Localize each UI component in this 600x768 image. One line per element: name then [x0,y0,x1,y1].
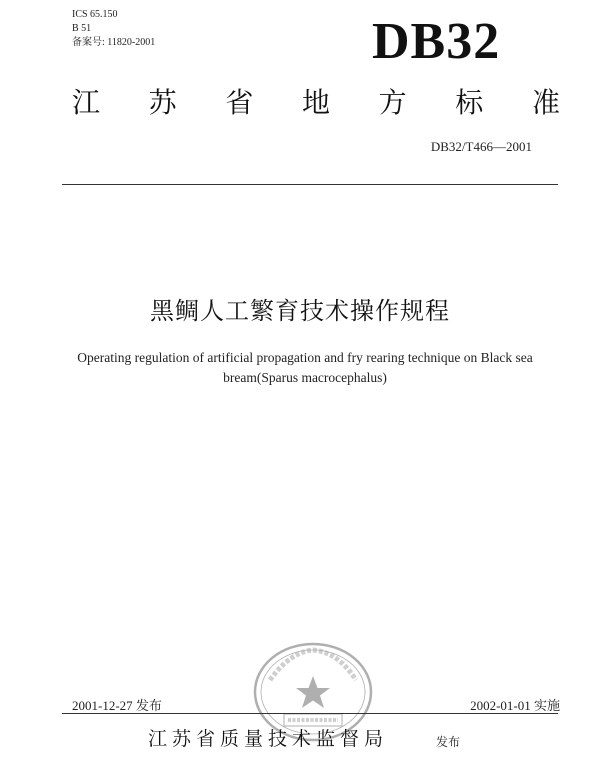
seal-star [296,676,330,708]
seal-arc-text [270,650,356,680]
document-title-cn: 黑鲷人工繁育技术操作规程 [150,297,450,325]
footer-divider [62,713,558,714]
title-char: 地 [301,86,330,119]
publisher-suffix: 发布 [436,735,461,749]
standard-type-title [72,86,560,120]
title-char: 省 [225,86,254,119]
ics-code: ICS 65.150 [72,9,118,20]
filing-number: 备案号: 11820-2001 [72,37,156,48]
classification-block [72,8,155,50]
effective-date: 2002-01-01 实施 [470,698,560,713]
publisher-name: 江苏省质量技术监督局 [148,728,389,750]
standard-number: DB32/T466—2001 [430,139,532,154]
header-divider [62,184,558,185]
category-code: B 51 [72,23,92,34]
title-char: 江 [72,86,101,119]
db-logo: DB32 [372,13,501,70]
document-title-en: Operating regulation of artificial propagation and fry rearing technique on Black sea bream(Sparus macrocephalus) [77,350,533,385]
title-char: 标 [455,86,484,119]
title-char: 苏 [148,86,177,119]
title-char: 方 [378,86,407,119]
issue-date: 2001-12-27 发布 [72,698,162,713]
title-char: 准 [531,86,560,119]
